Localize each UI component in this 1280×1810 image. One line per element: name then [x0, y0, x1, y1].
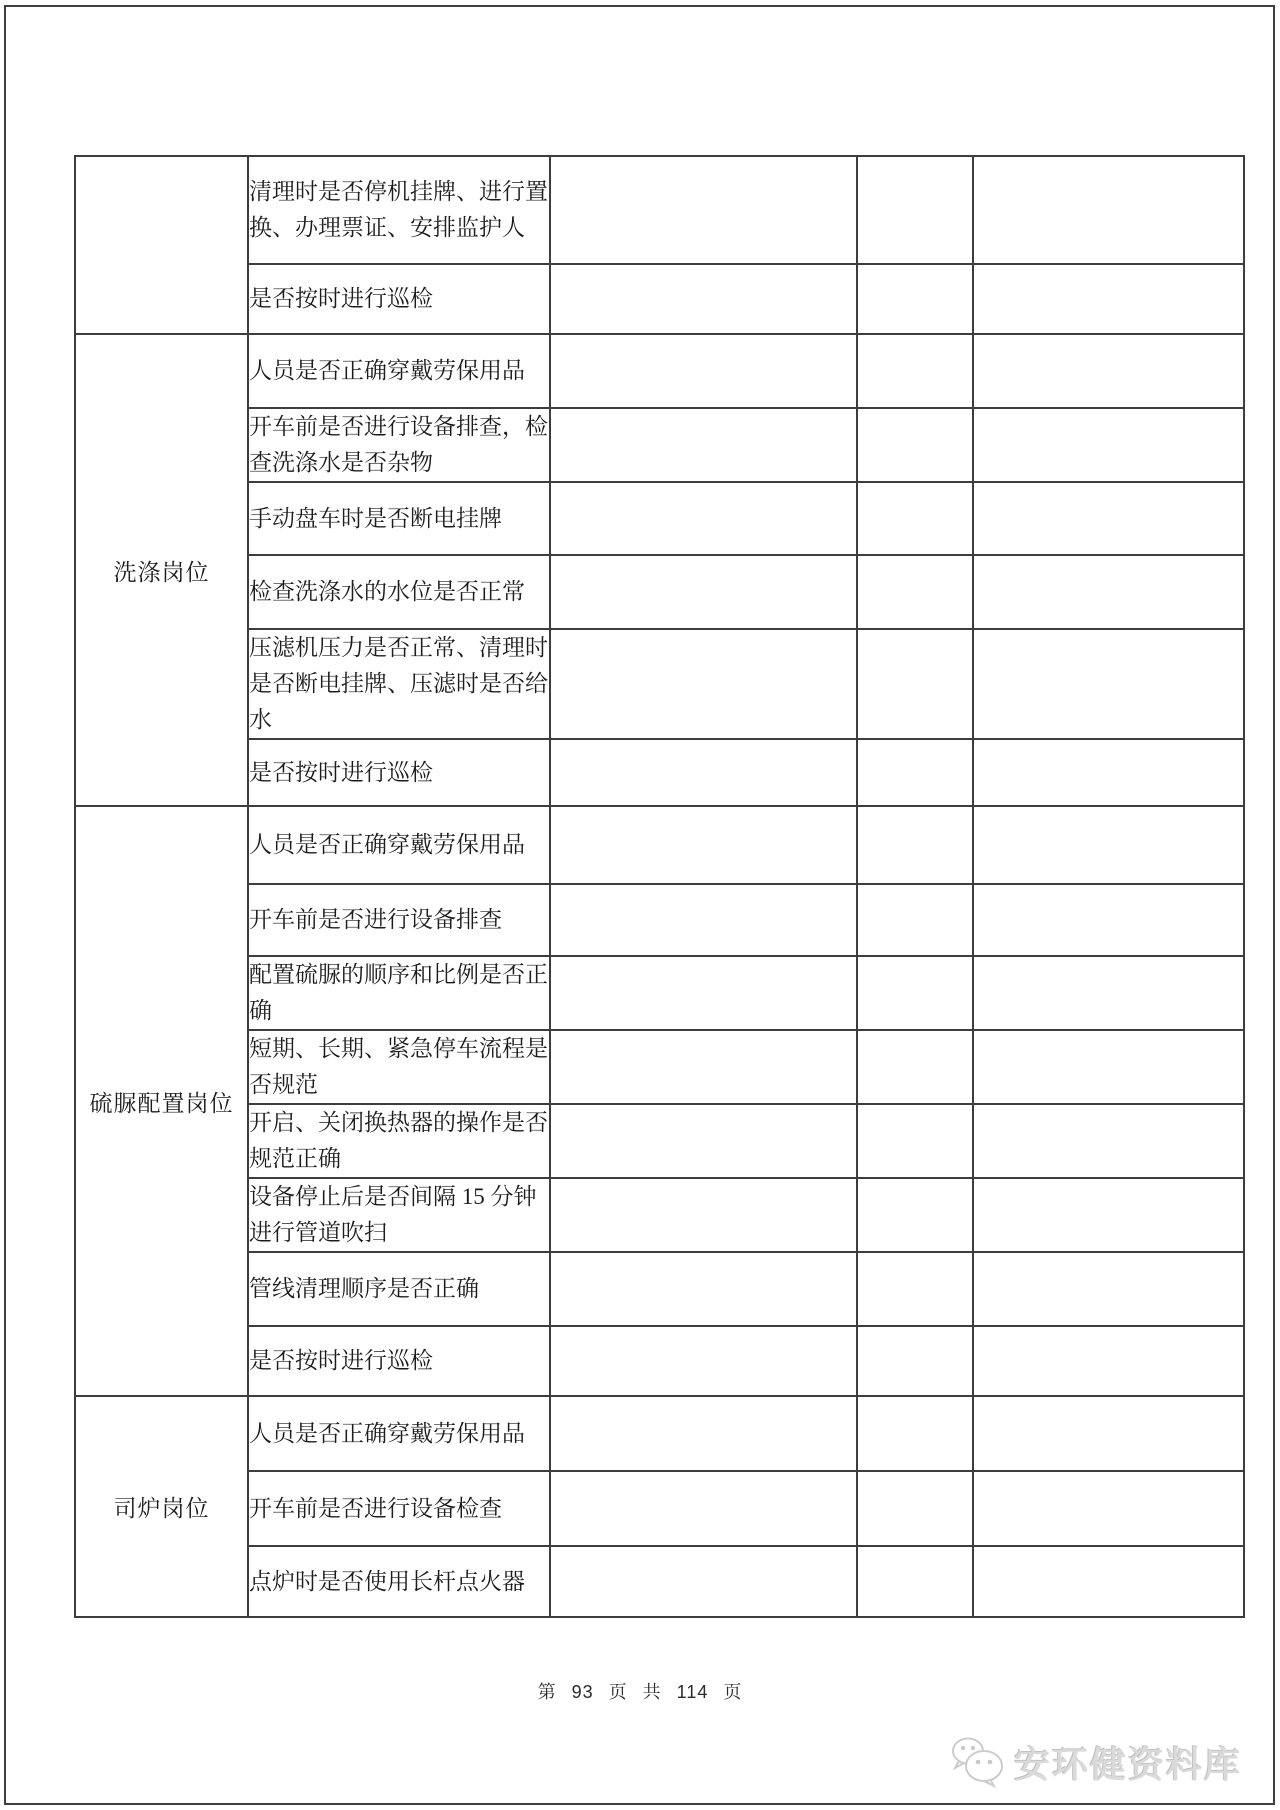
result-cell	[857, 1104, 973, 1178]
inspection-table	[74, 155, 1245, 1618]
check-record-cell	[550, 1396, 857, 1471]
table-row	[75, 884, 1244, 956]
result-cell	[857, 1326, 973, 1396]
table-row	[75, 629, 1244, 739]
item-cell: 压滤机压力是否正常、清理时是否断电挂牌、压滤时是否给水	[248, 629, 550, 739]
check-record-cell	[550, 1178, 857, 1252]
remark-cell	[973, 555, 1244, 629]
check-record-cell	[550, 482, 857, 555]
remark-cell	[973, 884, 1244, 956]
table-row	[75, 156, 1244, 264]
item-cell: 管线清理顺序是否正确	[248, 1252, 550, 1326]
item-cell: 点炉时是否使用长杆点火器	[248, 1546, 550, 1617]
check-record-cell	[550, 1030, 857, 1104]
result-cell	[857, 1546, 973, 1617]
result-cell	[857, 1030, 973, 1104]
table-row	[75, 806, 1244, 884]
table-row	[75, 1546, 1244, 1617]
remark-cell	[973, 1030, 1244, 1104]
result-cell	[857, 956, 973, 1030]
table-row	[75, 334, 1244, 408]
watermark	[948, 1736, 1242, 1788]
table-row	[75, 1326, 1244, 1396]
item-cell: 短期、长期、紧急停车流程是否规范	[248, 1030, 550, 1104]
check-record-cell	[550, 1104, 857, 1178]
remark-cell	[973, 156, 1244, 264]
item-cell: 开车前是否进行设备检查	[248, 1471, 550, 1546]
check-record-cell	[550, 408, 857, 482]
check-record-cell	[550, 555, 857, 629]
result-cell	[857, 1178, 973, 1252]
item-cell: 人员是否正确穿戴劳保用品	[248, 334, 550, 408]
table-row	[75, 739, 1244, 806]
item-cell: 清理时是否停机挂牌、进行置换、办理票证、安排监护人	[248, 156, 550, 264]
table-row	[75, 956, 1244, 1030]
result-cell	[857, 156, 973, 264]
chat-bubbles-icon	[948, 1736, 1006, 1788]
item-cell: 手动盘车时是否断电挂牌	[248, 482, 550, 555]
item-cell: 开启、关闭换热器的操作是否规范正确	[248, 1104, 550, 1178]
table-row	[75, 482, 1244, 555]
result-cell	[857, 555, 973, 629]
result-cell	[857, 806, 973, 884]
result-cell	[857, 1252, 973, 1326]
table-row	[75, 555, 1244, 629]
table-row	[75, 1030, 1244, 1104]
item-cell: 检查洗涤水的水位是否正常	[248, 555, 550, 629]
result-cell	[857, 264, 973, 334]
table-row	[75, 1471, 1244, 1546]
item-cell: 人员是否正确穿戴劳保用品	[248, 1396, 550, 1471]
remark-cell	[973, 956, 1244, 1030]
item-cell: 设备停止后是否间隔 15 分钟进行管道吹扫	[248, 1178, 550, 1252]
result-cell	[857, 739, 973, 806]
item-cell: 是否按时进行巡检	[248, 264, 550, 334]
position-cell	[75, 156, 248, 334]
remark-cell	[973, 1326, 1244, 1396]
table-row	[75, 408, 1244, 482]
check-record-cell	[550, 806, 857, 884]
result-cell	[857, 1396, 973, 1471]
remark-cell	[973, 482, 1244, 555]
position-cell: 洗涤岗位	[75, 334, 248, 806]
check-record-cell	[550, 264, 857, 334]
result-cell	[857, 884, 973, 956]
position-cell: 硫脲配置岗位	[75, 806, 248, 1396]
remark-cell	[973, 1546, 1244, 1617]
remark-cell	[973, 1252, 1244, 1326]
table-row	[75, 1178, 1244, 1252]
result-cell	[857, 1471, 973, 1546]
check-record-cell	[550, 629, 857, 739]
position-cell: 司炉岗位	[75, 1396, 248, 1617]
item-cell: 人员是否正确穿戴劳保用品	[248, 806, 550, 884]
table-row	[75, 1396, 1244, 1471]
remark-cell	[973, 264, 1244, 334]
table-row	[75, 1104, 1244, 1178]
check-record-cell	[550, 1471, 857, 1546]
table-row	[75, 264, 1244, 334]
check-record-cell	[550, 1326, 857, 1396]
remark-cell	[973, 1104, 1244, 1178]
watermark-text: 安环健资料库	[1013, 1743, 1242, 1785]
item-cell: 是否按时进行巡检	[248, 739, 550, 806]
page-number: 第 93 页 共 114 页	[537, 1682, 743, 1702]
check-record-cell	[550, 739, 857, 806]
remark-cell	[973, 408, 1244, 482]
check-record-cell	[550, 1546, 857, 1617]
check-record-cell	[550, 334, 857, 408]
inspection-table-body	[75, 156, 1244, 1617]
item-cell: 开车前是否进行设备排查	[248, 884, 550, 956]
result-cell	[857, 629, 973, 739]
item-cell: 是否按时进行巡检	[248, 1326, 550, 1396]
check-record-cell	[550, 1252, 857, 1326]
result-cell	[857, 482, 973, 555]
result-cell	[857, 408, 973, 482]
check-record-cell	[550, 884, 857, 956]
remark-cell	[973, 629, 1244, 739]
check-record-cell	[550, 956, 857, 1030]
remark-cell	[973, 1396, 1244, 1471]
remark-cell	[973, 739, 1244, 806]
remark-cell	[973, 806, 1244, 884]
item-cell: 开车前是否进行设备排查，检查洗涤水是否杂物	[248, 408, 550, 482]
item-cell: 配置硫脲的顺序和比例是否正确	[248, 956, 550, 1030]
table-row	[75, 1252, 1244, 1326]
check-record-cell	[550, 156, 857, 264]
result-cell	[857, 334, 973, 408]
remark-cell	[973, 1178, 1244, 1252]
remark-cell	[973, 334, 1244, 408]
remark-cell	[973, 1471, 1244, 1546]
